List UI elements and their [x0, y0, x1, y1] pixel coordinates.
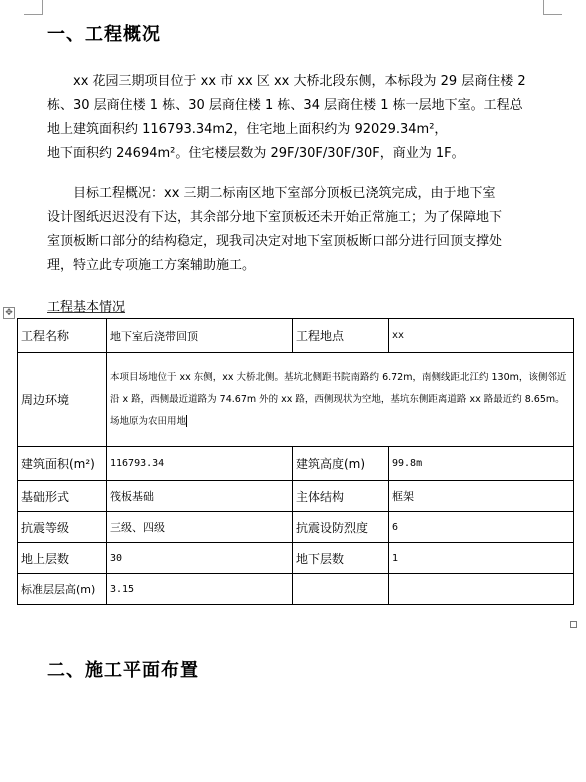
site-value[interactable]: xx	[389, 319, 574, 353]
std-height-value[interactable]: 3.15	[107, 574, 293, 605]
height-label: 建筑高度(m)	[293, 447, 389, 481]
seismic-grade-value[interactable]: 三级、四级	[107, 512, 293, 543]
table-row	[18, 543, 574, 574]
goal-line-4: 理，特立此专项施工方案辅助施工。	[47, 258, 256, 273]
table-row	[18, 574, 574, 605]
surround-value: 本项目场地位于 xx 东侧，xx 大桥北侧。基坑北侧距书院南路约 6.72m，南侧线距北江约 130m，该侧邻近沿 x 路，西侧最近道路为 74.67m 外的 xx 路，西侧现状为空地，基坑东侧距离道路 xx 路最近约 8.65m。场地原为农田用地	[110, 371, 567, 427]
surround-value-cell[interactable]	[107, 353, 574, 447]
table-row	[18, 512, 574, 543]
section1-heading: 一、工程概况	[47, 24, 161, 45]
below-floors-value[interactable]: 1	[389, 543, 574, 574]
surround-label: 周边环境	[18, 353, 107, 447]
basic-info-table	[17, 318, 574, 605]
area-value[interactable]: 116793.34	[107, 447, 293, 481]
overview-line-1: xx 花园三期项目位于 xx 市 xx 区 xx 大桥北段东侧，本标段为 29 层商住楼 2	[73, 74, 526, 89]
goal-line-2: 设计图纸迟迟没有下达，其余部分地下室顶板还未开始正常施工；为了保障地下	[47, 210, 503, 225]
table-move-handle-icon[interactable]: ✥	[3, 307, 15, 319]
name-value[interactable]: 地下室后浇带回顶	[107, 319, 293, 353]
goal-line-1: 目标工程概况：xx 三期二标南区地下室部分顶板已浇筑完成，由于地下室	[73, 186, 496, 201]
above-floors-value[interactable]: 30	[107, 543, 293, 574]
overview-line-4: 地下面积约 24694m²。住宅楼层数为 29F/30F/30F/30F，商业为 1F。	[47, 146, 465, 161]
goal-line-3: 室顶板断口部分的结构稳定，现我司决定对地下室顶板断口部分进行回顶支撑处	[47, 234, 503, 249]
overview-paragraph	[47, 70, 552, 166]
table-row	[18, 447, 574, 481]
page-corner-mark-left	[24, 0, 43, 15]
std-height-label: 标准层层高(m)	[18, 574, 107, 605]
seismic-grade-label: 抗震等级	[18, 512, 107, 543]
structure-value[interactable]: 框架	[389, 481, 574, 512]
area-label: 建筑面积(m²)	[18, 447, 107, 481]
page-corner-mark-right	[543, 0, 562, 15]
section2-heading: 二、施工平面布置	[47, 660, 199, 681]
table-row	[18, 353, 574, 447]
text-cursor	[186, 415, 187, 427]
seismic-intensity-value[interactable]: 6	[389, 512, 574, 543]
table-row	[18, 481, 574, 512]
table-resize-handle[interactable]	[570, 621, 577, 628]
table-row	[18, 319, 574, 353]
overview-line-3: 地上建筑面积约 116793.34m2，住宅地上面积约为 92029.34m²，	[47, 122, 448, 137]
below-floors-label: 地下层数	[293, 543, 389, 574]
overview-line-2: 栋、30 层商住楼 1 栋、30 层商住楼 1 栋、34 层商住楼 1 栋一层地下室。工程总	[47, 98, 523, 113]
empty-cell	[389, 574, 574, 605]
seismic-intensity-label: 抗震设防烈度	[293, 512, 389, 543]
foundation-value[interactable]: 筏板基础	[107, 481, 293, 512]
above-floors-label: 地上层数	[18, 543, 107, 574]
name-label: 工程名称	[18, 319, 107, 353]
foundation-label: 基础形式	[18, 481, 107, 512]
site-label: 工程地点	[293, 319, 389, 353]
structure-label: 主体结构	[293, 481, 389, 512]
goal-paragraph	[47, 182, 552, 278]
basic-info-title: 工程基本情况	[47, 300, 126, 315]
empty-cell	[293, 574, 389, 605]
height-value[interactable]: 99.8m	[389, 447, 574, 481]
